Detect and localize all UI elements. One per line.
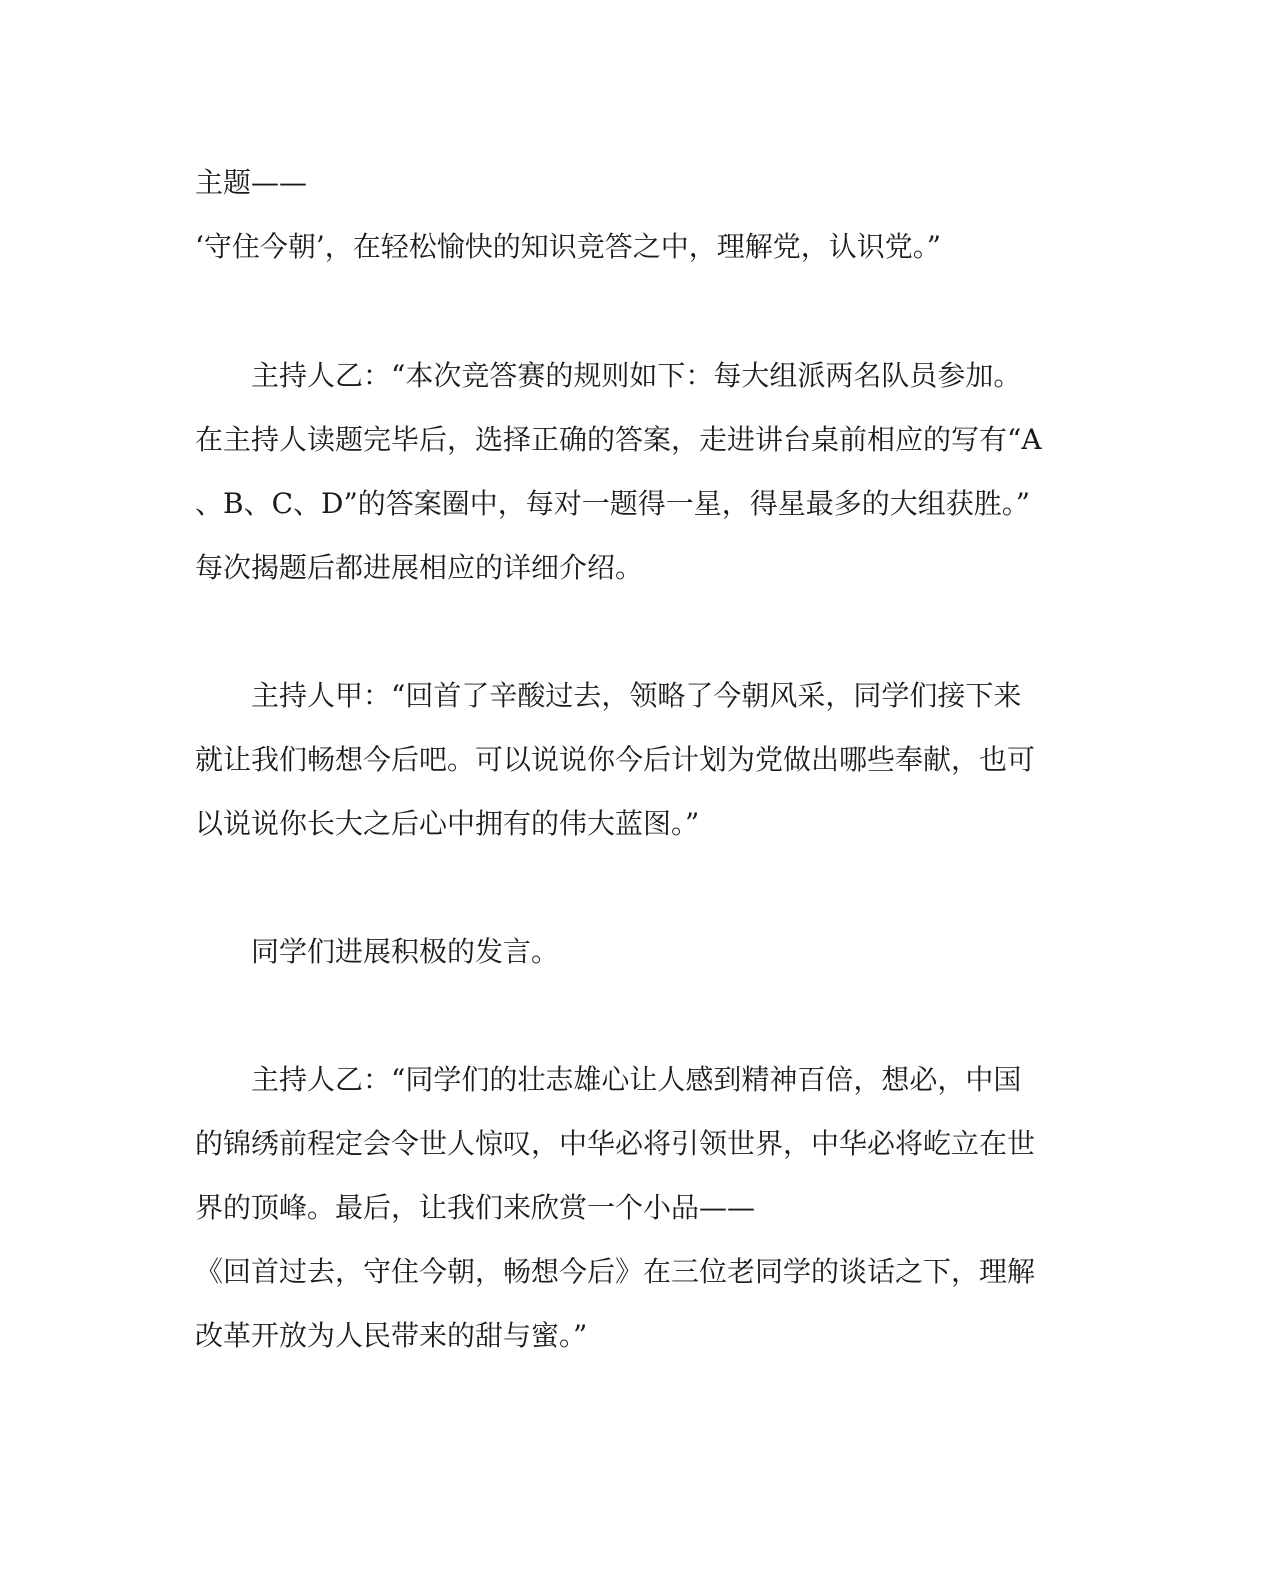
text-line: 《回首过去，守住今朝，畅想今后》在三位老同学的谈话之下，理解	[195, 1255, 1036, 1288]
text-line: 主题——	[195, 166, 308, 199]
text-line: 每次揭题后都进展相应的详细介绍。	[195, 551, 644, 584]
paragraph-start-line: 主持人乙：“同学们的壮志雄心让人感到精神百倍，想必，中国	[251, 1063, 1022, 1096]
paragraph-start-line: 主持人甲：“回首了辛酸过去，领略了今朝风采，同学们接下来	[251, 679, 1022, 712]
paragraph-start-line: 主持人乙：“本次竞答赛的规则如下：每大组派两名队员参加。	[251, 359, 1022, 392]
text-line: 界的顶峰。最后，让我们来欣赏一个小品——	[195, 1191, 756, 1224]
text-line: 就让我们畅想今后吧。可以说说你今后计划为党做出哪些奉献，也可	[195, 743, 1036, 776]
paragraph-start-line: 同学们进展积极的发言。	[251, 935, 560, 968]
text-line: 的锦绣前程定会令世人惊叹，中华必将引领世界，中华必将屹立在世	[195, 1127, 1036, 1160]
text-line: 、B、C、D”的答案圈中，每对一题得一星，得星最多的大组获胜。”	[195, 487, 1031, 520]
text-line: ‘守住今朝’，在轻松愉快的知识竞答之中，理解党，认识党。”	[195, 230, 942, 263]
text-line: 改革开放为人民带来的甜与蜜。”	[195, 1319, 588, 1352]
text-line: 在主持人读题完毕后，选择正确的答案，走进讲台桌前相应的写有“A	[195, 423, 1042, 456]
text-line: 以说说你长大之后心中拥有的伟大蓝图。”	[195, 807, 700, 840]
